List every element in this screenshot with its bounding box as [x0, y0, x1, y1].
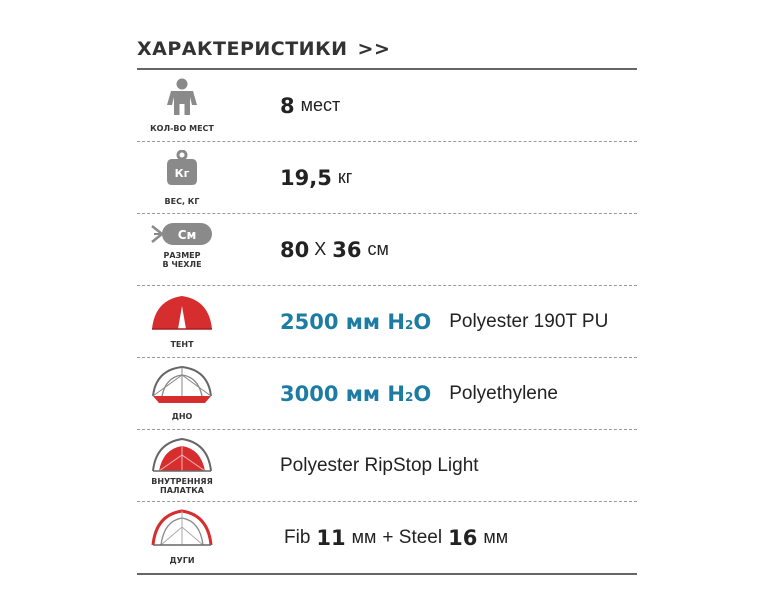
spec-value [280, 70, 340, 141]
fly-material: Polyester 190T PU [449, 310, 609, 332]
poles-steel-label: + Steel [382, 526, 443, 548]
icon-label: ДНО [171, 412, 193, 421]
icon-label-line: ПАЛАТКА [160, 486, 204, 495]
icon-label-line: ВНУТРЕННЯЯ [151, 477, 213, 486]
poles-steel-size: 16 [448, 525, 478, 550]
length-number: 80 [280, 237, 310, 262]
floor-waterproof: 3000 мм H2O [280, 381, 432, 406]
spec-value [280, 430, 479, 501]
svg-text:См: См [177, 228, 197, 242]
width-number: 36 [332, 237, 362, 262]
spec-row-inner-tent [137, 430, 637, 502]
person-icon [165, 78, 199, 116]
spec-row-fly [137, 286, 637, 358]
size-unit: см [367, 239, 389, 259]
icon-label-line: РАЗМЕР [163, 251, 201, 260]
icon-label: КОЛ-ВО МЕСТ [150, 124, 214, 133]
icon-label: ТЕНТ [170, 340, 194, 349]
specs-title: ХАРАКТЕРИСТИКИ [137, 38, 348, 60]
spec-row-packed-size [137, 214, 637, 286]
svg-text:Кг: Кг [174, 167, 190, 180]
tent-floor-icon [150, 363, 214, 405]
spec-value [284, 502, 508, 573]
tent-fly-icon [150, 292, 214, 332]
icon-label: ДУГИ [169, 556, 195, 565]
weight-number: 19,5 [280, 165, 332, 190]
poles-fib-unit: мм [351, 527, 377, 547]
specs-header [137, 30, 637, 68]
bag-icon [150, 220, 214, 248]
spec-value [280, 286, 608, 357]
spec-row-capacity [137, 70, 637, 142]
spec-value [280, 142, 352, 213]
capacity-number: 8 [280, 93, 295, 118]
capacity-unit: мест [300, 95, 341, 115]
spec-value [280, 214, 389, 285]
inner-tent-material: Polyester RipStop Light [280, 454, 479, 476]
spec-value [280, 358, 558, 429]
weight-unit: кг [337, 167, 353, 187]
icon-label-line: В ЧЕХЛЕ [162, 260, 202, 269]
specs-panel [137, 30, 637, 575]
spec-row-weight [137, 142, 637, 214]
inner-tent-icon [150, 435, 214, 475]
poles-fib-label: Fib [284, 526, 311, 548]
tent-poles-icon [150, 507, 214, 549]
times-sign: X [314, 239, 327, 259]
poles-fib-size: 11 [316, 525, 346, 550]
icon-label: ВЕС, КГ [164, 197, 200, 206]
more-arrows[interactable]: >> [357, 38, 391, 60]
poles-steel-unit: мм [483, 527, 509, 547]
spec-row-floor [137, 358, 637, 430]
spec-row-poles [137, 502, 637, 575]
weight-icon [166, 150, 198, 186]
floor-material: Polyethylene [449, 382, 558, 404]
fly-waterproof: 2500 мм H2O [280, 309, 432, 334]
